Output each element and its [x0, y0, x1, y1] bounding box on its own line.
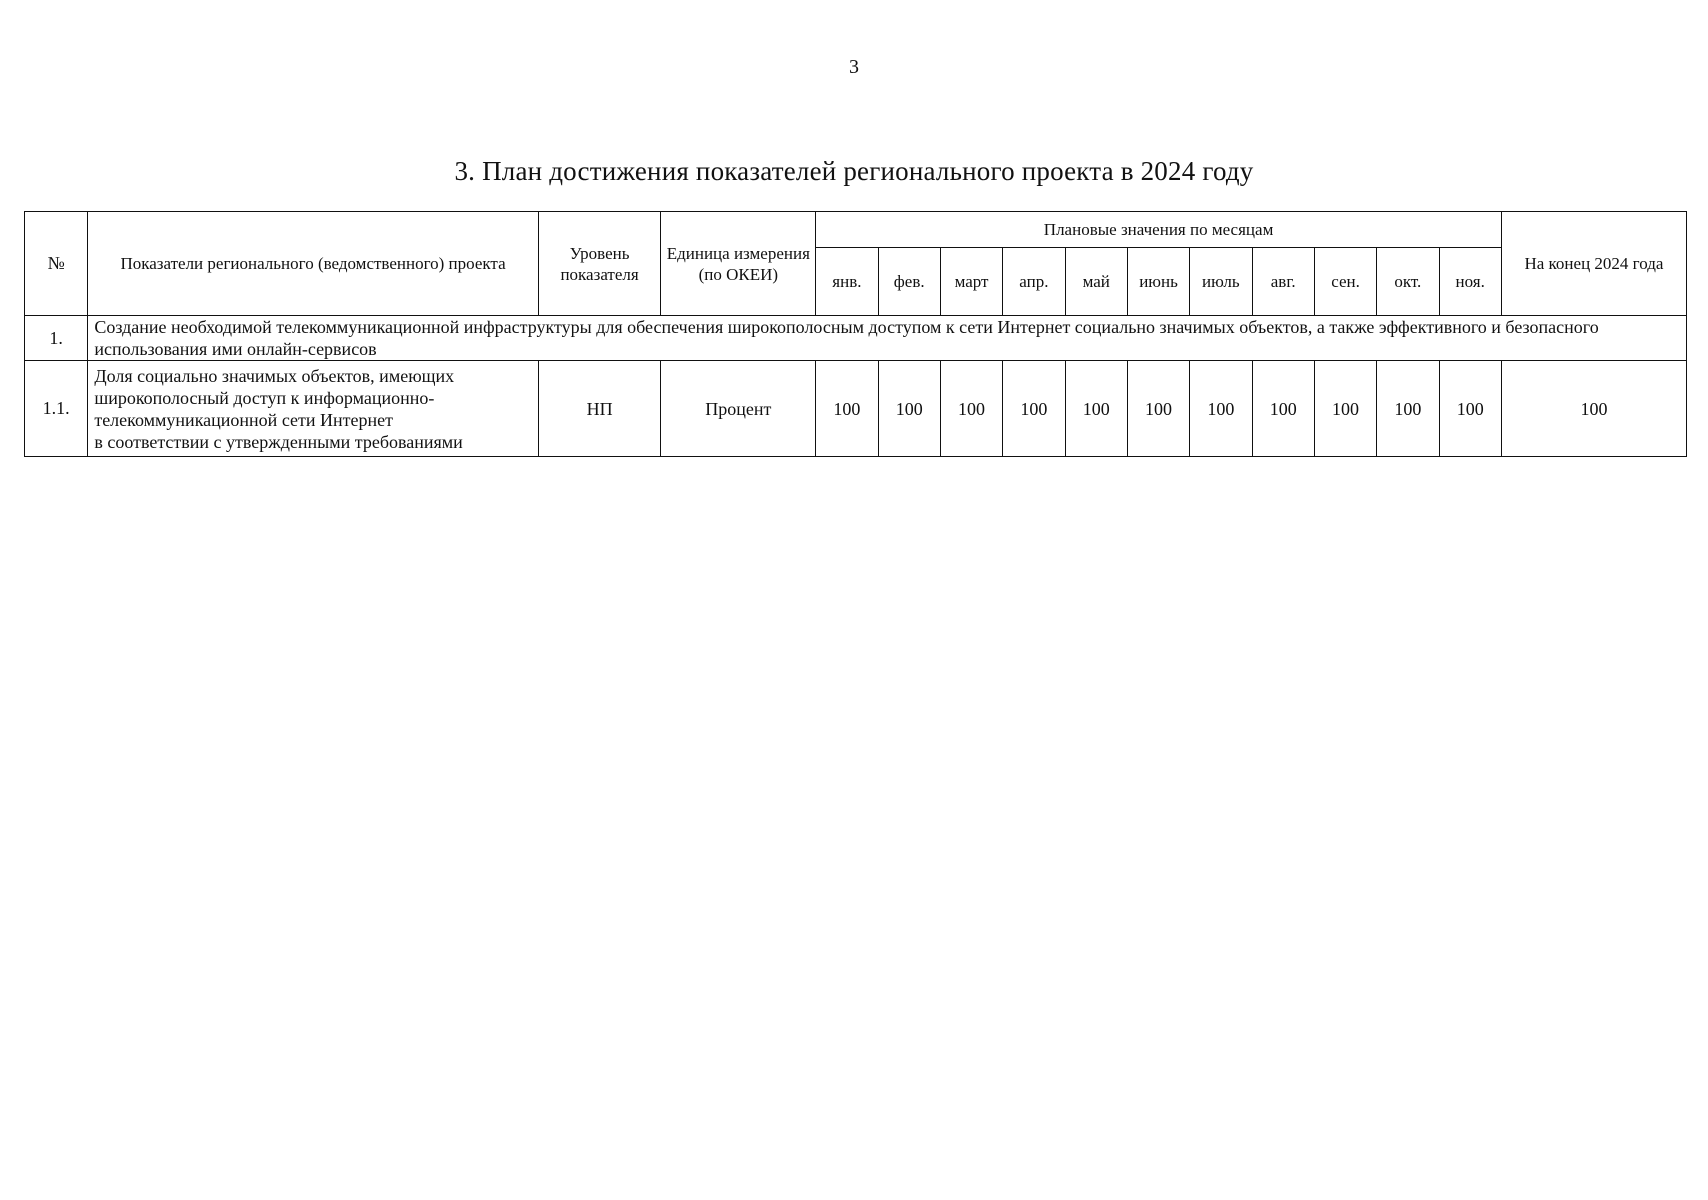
header-level: Уровень показателя: [538, 212, 661, 316]
indicator-name: [88, 361, 538, 457]
header-month-may: май: [1065, 248, 1127, 316]
header-monthly-values: Плановые значения по месяцам: [816, 212, 1502, 248]
indicator-name-line: Доля социально значимых объектов, имеющих: [94, 365, 455, 386]
page-number: 3: [849, 56, 859, 78]
value-aug: 100: [1252, 361, 1314, 457]
value-feb: 100: [878, 361, 940, 457]
header-month-aug: авг.: [1252, 248, 1314, 316]
header-month-feb: фев.: [878, 248, 940, 316]
value-year-end: 100: [1501, 361, 1686, 457]
value-sep: 100: [1314, 361, 1376, 457]
header-unit: Единица измерения (по ОКЕИ): [661, 212, 816, 316]
value-jun: 100: [1127, 361, 1189, 457]
header-month-mar: март: [940, 248, 1002, 316]
header-month-jul: июль: [1190, 248, 1252, 316]
value-apr: 100: [1003, 361, 1065, 457]
header-indicators: Показатели регионального (ведомственного) проекта: [88, 212, 538, 316]
header-month-jun: июнь: [1127, 248, 1189, 316]
indicator-name-line: широкополосный доступ к информационно-: [94, 387, 435, 408]
value-jul: 100: [1190, 361, 1252, 457]
table-row: [25, 361, 1687, 457]
value-mar: 100: [940, 361, 1002, 457]
indicator-level: НП: [538, 361, 661, 457]
section-title: Создание необходимой телекоммуникационной инфраструктуры для обеспечения широкополосным доступом к сети Интернет социально значимых объектов, а также эффективного и безопасного использования ими онлайн-сервисов: [88, 316, 1687, 361]
value-nov: 100: [1439, 361, 1501, 457]
header-number: №: [25, 212, 88, 316]
indicator-unit: Процент: [661, 361, 816, 457]
section-number: 1.: [25, 316, 88, 361]
row-number: 1.1.: [25, 361, 88, 457]
value-oct: 100: [1377, 361, 1439, 457]
value-jan: 100: [816, 361, 878, 457]
header-month-jan: янв.: [816, 248, 878, 316]
indicator-name-line: телекоммуникационной сети Интернет: [94, 409, 393, 430]
header-month-nov: ноя.: [1439, 248, 1501, 316]
header-month-oct: окт.: [1377, 248, 1439, 316]
page-title: 3. План достижения показателей регионального проекта в 2024 году: [454, 156, 1254, 186]
indicator-plan-table: [24, 211, 1687, 457]
header-month-apr: апр.: [1003, 248, 1065, 316]
header-year-end: На конец 2024 года: [1501, 212, 1686, 316]
header-month-sep: сен.: [1314, 248, 1376, 316]
indicator-name-line: в соответствии с утвержденными требованиями: [94, 431, 463, 452]
section-row: [25, 316, 1687, 361]
value-may: 100: [1065, 361, 1127, 457]
